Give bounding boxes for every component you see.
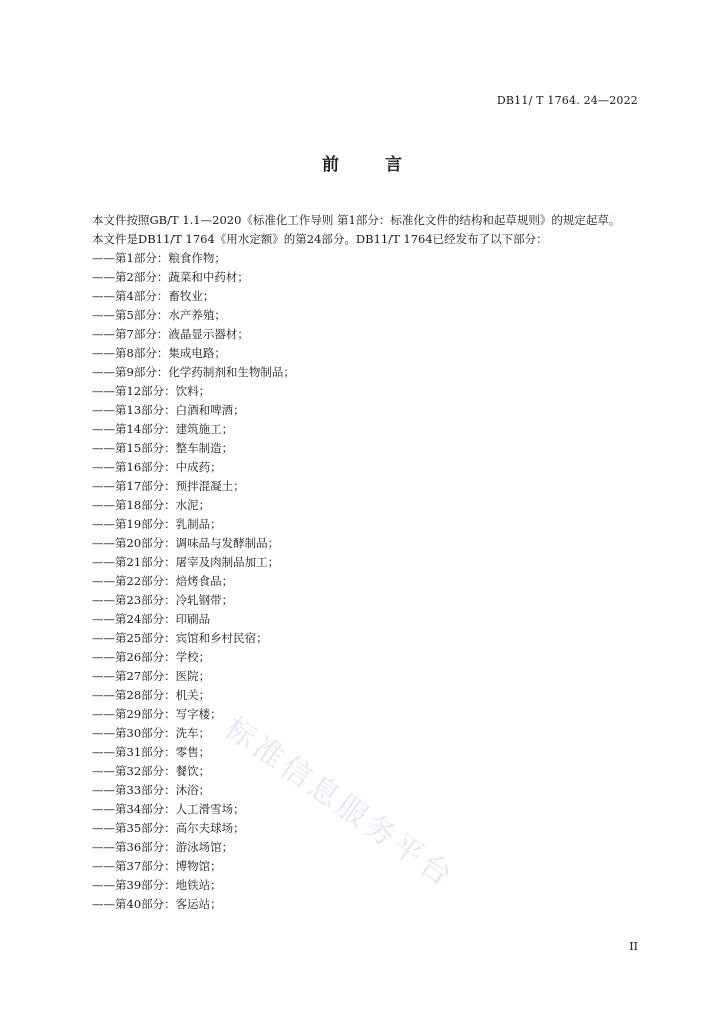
list-item: ——第30部分：洗车； <box>92 726 211 740</box>
list-item: ——第16部分：中成药； <box>92 460 222 474</box>
list-item: ——第40部分：客运站； <box>92 897 222 911</box>
list-item: ——第14部分：建筑施工； <box>92 422 234 436</box>
list-item: ——第7部分：液晶显示器材； <box>92 327 249 341</box>
list-item: ——第18部分：水泥； <box>92 498 211 512</box>
document-code: DB11/ T 1764. 24—2022 <box>496 94 638 107</box>
list-item: ——第26部分：学校； <box>92 650 211 664</box>
list-item: ——第2部分：蔬菜和中药材； <box>92 270 249 284</box>
list-item: ——第5部分：水产养殖； <box>92 308 226 322</box>
list-item: ——第27部分：医院； <box>92 669 211 683</box>
list-item: ——第9部分：化学药制剂和生物制品； <box>92 365 295 379</box>
list-item: ——第12部分：饮料； <box>92 384 211 398</box>
list-item: ——第31部分：零售； <box>92 745 211 759</box>
list-item: ——第32部分：餐饮； <box>92 764 211 778</box>
list-item: ——第29部分：写字楼； <box>92 707 222 721</box>
list-item: ——第1部分：粮食作物； <box>92 251 226 265</box>
list-item: ——第24部分：印刷品 <box>92 612 211 626</box>
list-item: ——第34部分：人工滑雪场； <box>92 802 245 816</box>
list-item: ——第13部分：白酒和啤酒； <box>92 403 245 417</box>
watermark: 标准信息服务平台 <box>217 710 461 896</box>
list-item: ——第21部分：屠宰及肉制品加工； <box>92 555 280 569</box>
page-title <box>0 150 724 175</box>
list-item: ——第39部分：地铁站； <box>92 878 222 892</box>
list-item: ——第8部分：集成电路； <box>92 346 226 360</box>
list-item: ——第25部分：宾馆和乡村民宿； <box>92 631 268 645</box>
list-item: ——第19部分：乳制品； <box>92 517 222 531</box>
page-number: II <box>629 940 638 953</box>
list-item: ——第35部分：高尔夫球场； <box>92 821 245 835</box>
list-item: ——第4部分：畜牧业； <box>92 289 215 303</box>
paragraph-drafting-rules: 本文件按照GB/T 1.1—2020《标准化工作导则 第1部分：标准化文件的结构和起草规则》的规定起草。 <box>92 213 621 227</box>
list-item: ——第36部分：游泳场馆； <box>92 840 234 854</box>
list-item: ——第28部分：机关； <box>92 688 211 702</box>
list-item: ——第37部分：博物馆； <box>92 859 222 873</box>
title-char-2: 言 <box>385 155 402 175</box>
list-item: ——第15部分：整车制造； <box>92 441 234 455</box>
list-item: ——第23部分：冷轧钢带； <box>92 593 234 607</box>
title-char-1: 前 <box>322 155 339 175</box>
paragraph-parts-intro: 本文件是DB11/T 1764《用水定额》的第24部分。DB11/T 1764已经发布了以下部分： <box>92 232 548 246</box>
list-item: ——第20部分：调味品与发酵制品； <box>92 536 280 550</box>
list-item: ——第22部分：焙烤食品； <box>92 574 234 588</box>
list-item: ——第17部分：预拌混凝土； <box>92 479 245 493</box>
list-item: ——第33部分：沐浴； <box>92 783 211 797</box>
